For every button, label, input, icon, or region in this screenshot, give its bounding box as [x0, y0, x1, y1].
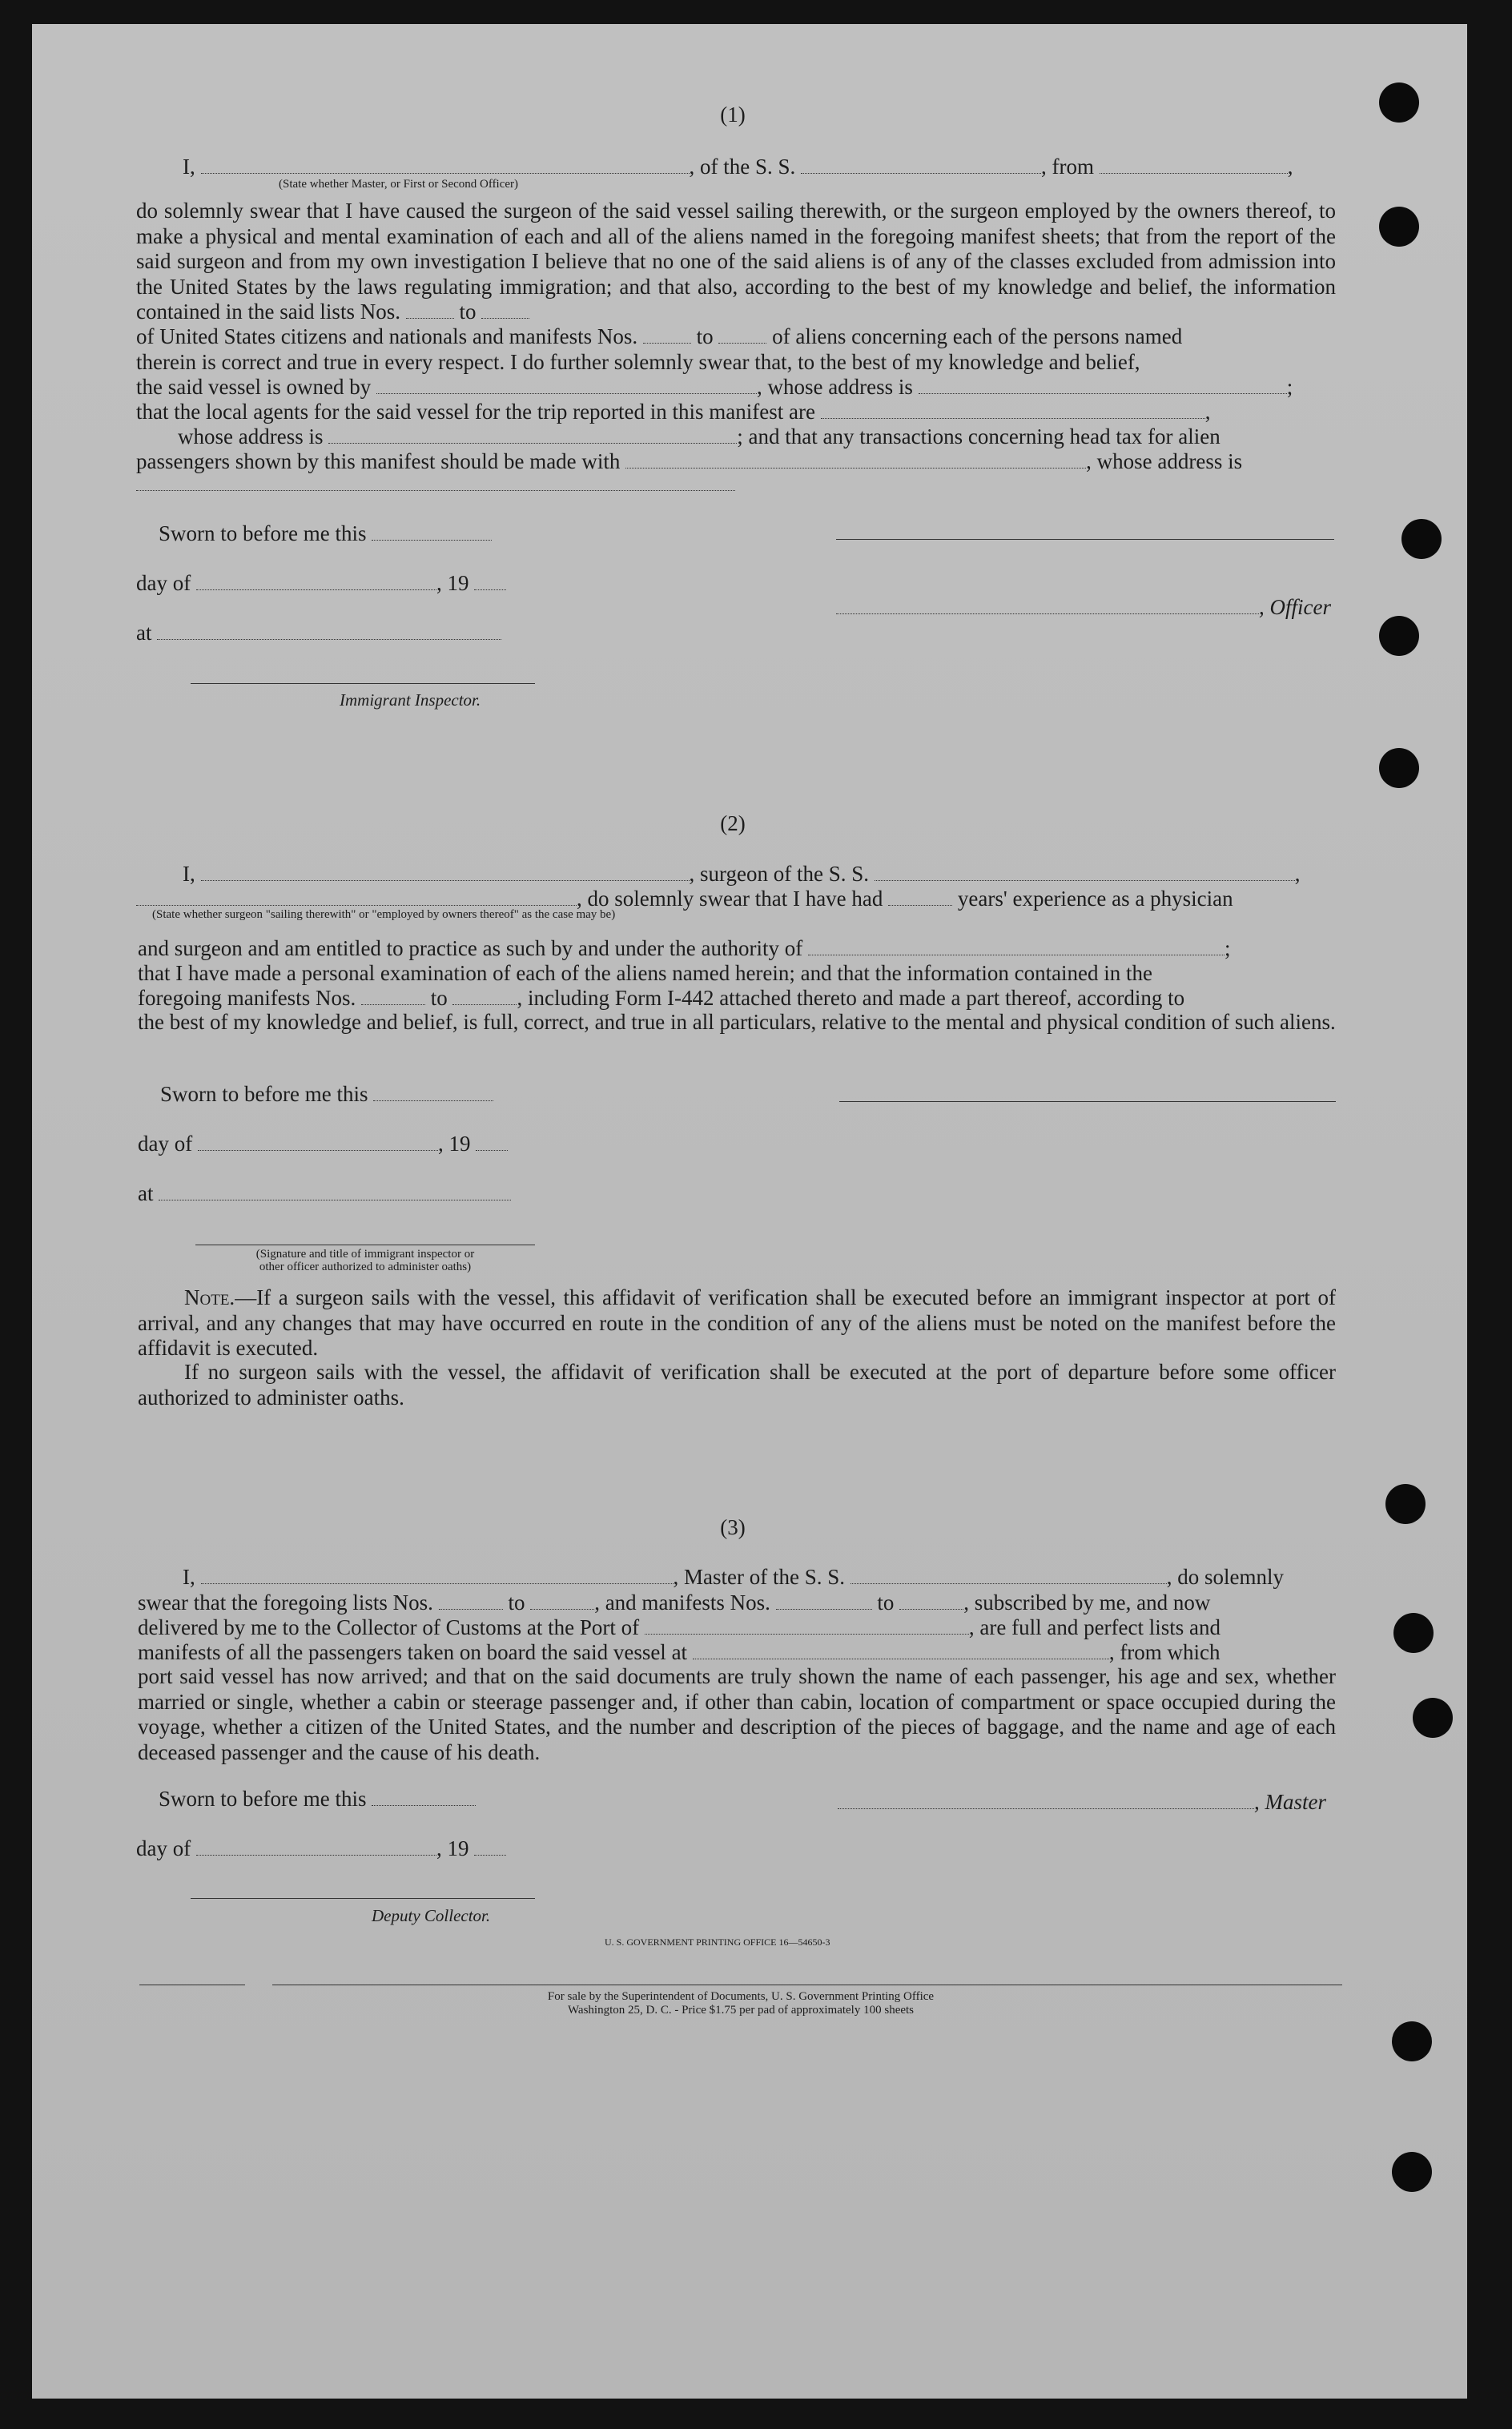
label: passengers shown by this manifest should be made with	[136, 449, 621, 473]
owner-address-field[interactable]	[919, 376, 1287, 394]
punch-hole	[1379, 616, 1419, 656]
manifests-line	[138, 1639, 1220, 1665]
section-1-opening-line	[183, 154, 1293, 179]
sworn-2	[160, 1081, 493, 1107]
label: manifests of all the passengers taken on board the said vessel at	[138, 1640, 688, 1664]
label: , Master	[1254, 1790, 1326, 1814]
label: , whose address is	[756, 375, 913, 399]
lists-from-field[interactable]	[406, 300, 454, 319]
label: of United States citizens and nationals and manifests Nos.	[136, 324, 638, 348]
section-3-number: (3)	[720, 1515, 746, 1539]
signature-caption-1: (Signature and title of immigrant inspector or	[255, 1248, 475, 1261]
label: , 19	[436, 1836, 469, 1860]
year-field[interactable]	[474, 1837, 506, 1856]
label: , Master of the S. S.	[673, 1565, 845, 1589]
sworn-date-field[interactable]	[372, 1788, 476, 1806]
label: , surgeon of the S. S.	[689, 862, 870, 886]
day-of-1	[136, 570, 506, 596]
paragraph-text: do solemnly swear that I have caused the surgeon of the said vessel sailing therewith, or the surgeon employed by the owners thereof, to make a physical and mental examination of each and all of the aliens named in the foregoing manifest sheets; that from the report of the said surgeon and from my own investigation I believe that no one of the said aliens is of any of the classes excluded from admission into the United States by the laws regulating immigration; and that also, according to the best of my knowledge and belief, the information contained in the said lists Nos.	[136, 199, 1336, 324]
surgeon-signature-line[interactable]	[839, 1101, 1336, 1102]
label: , 19	[436, 571, 469, 595]
punch-hole	[1392, 2152, 1432, 2192]
label: , from	[1041, 155, 1094, 179]
swear-lists-line	[138, 1590, 1210, 1615]
label: ,	[1287, 155, 1293, 179]
label: to	[696, 324, 714, 348]
head-tax-contact-field[interactable]	[625, 450, 1086, 469]
at-field[interactable]	[157, 621, 501, 640]
label: , do solemnly	[1166, 1565, 1284, 1589]
label: the said vessel is owned by	[136, 375, 372, 399]
surgeon-caption: (State whether surgeon "sailing therewith" or "employed by owners thereof" as the case may be)	[152, 908, 616, 921]
month-field[interactable]	[198, 1132, 438, 1151]
owner-field[interactable]	[376, 376, 757, 394]
section-1-paragraph	[136, 199, 1336, 325]
sworn-date-field[interactable]	[372, 522, 492, 541]
officer-caption: (State whether Master, or First or Second Officer)	[279, 178, 519, 191]
officer-name-field[interactable]	[201, 155, 690, 174]
label: , whose address is	[1086, 449, 1243, 473]
agents-field[interactable]	[821, 400, 1205, 419]
label: to	[508, 1591, 525, 1615]
label: ;	[1286, 375, 1293, 399]
head-tax-address-line[interactable]	[136, 490, 735, 491]
sworn-date-field[interactable]	[373, 1083, 493, 1101]
collector-signature-line[interactable]	[191, 1898, 535, 1899]
note-paragraph	[138, 1285, 1336, 1361]
punch-hole	[1393, 1613, 1434, 1653]
manifests-from-field[interactable]	[361, 987, 425, 1005]
year-field[interactable]	[474, 572, 506, 590]
vessel-name-field[interactable]	[801, 155, 1041, 174]
master-name-field[interactable]	[201, 1566, 674, 1584]
note-text: —If a surgeon sails with the vessel, this affidavit of verification shall be executed before an immigrant inspector at port of arrival, and any changes that may have occurred en route in the condition of any of the aliens must be noted on the manifest before the affidavit is executed.	[138, 1285, 1336, 1360]
lists-to-field[interactable]	[481, 300, 529, 319]
delivered-line	[138, 1615, 1220, 1640]
label: , of the S. S.	[689, 155, 796, 179]
from-port-field[interactable]	[1100, 155, 1288, 174]
label: at	[136, 621, 152, 645]
officer-title	[836, 594, 1331, 620]
label: foregoing manifests Nos.	[138, 986, 356, 1010]
label: ,	[1294, 862, 1301, 886]
manifests-to-field[interactable]	[718, 325, 766, 344]
at-field[interactable]	[159, 1182, 511, 1200]
label: and surgeon and am entitled to practice as such by and under the authority of	[138, 936, 803, 960]
label: , 19	[437, 1132, 471, 1156]
master-signature	[838, 1789, 1326, 1815]
label: ,	[1204, 400, 1211, 424]
owner-line	[136, 374, 1293, 400]
manifests-from-field[interactable]	[643, 325, 691, 344]
master-signature-field[interactable]	[838, 1791, 1254, 1809]
punch-hole	[1401, 519, 1442, 559]
officer-title-field[interactable]	[836, 596, 1259, 614]
punch-hole	[1379, 207, 1419, 247]
label: , and manifests Nos.	[594, 1591, 770, 1615]
manifests-line	[136, 324, 1182, 349]
sale-note-1: For sale by the Superintendent of Documents, U. S. Government Printing Office	[547, 1990, 935, 2003]
note-paragraph-2: If no surgeon sails with the vessel, the affidavit of verification shall be executed at the port of departure before some officer authorized to administer oaths.	[138, 1360, 1336, 1410]
note-label: Note.	[184, 1285, 235, 1309]
label: day of	[136, 571, 191, 595]
label: , including Form I-442 attached thereto and made a part thereof, according to	[517, 986, 1185, 1010]
label: , are full and perfect lists and	[968, 1615, 1221, 1639]
label: I,	[183, 155, 195, 179]
label: Sworn to before me this	[160, 1082, 368, 1106]
head-tax-line	[136, 448, 1242, 474]
years-experience-field[interactable]	[888, 887, 952, 906]
label: of aliens concerning each of the persons named	[772, 324, 1183, 348]
label: swear that the foregoing lists Nos.	[138, 1591, 433, 1615]
collector-caption: Deputy Collector.	[372, 1906, 491, 1925]
section-2-opening-line	[183, 861, 1301, 887]
label: to	[430, 986, 448, 1010]
label: , subscribed by me, and now	[963, 1591, 1211, 1615]
surgeon-name-field[interactable]	[201, 863, 690, 881]
label: at	[138, 1181, 154, 1205]
label: to	[459, 300, 477, 324]
foregoing-line	[138, 985, 1184, 1011]
label: whose address is	[178, 424, 324, 448]
label: , from which	[1108, 1640, 1220, 1664]
section-3-opening-line	[183, 1564, 1284, 1590]
label: delivered by me to the Collector of Customs at the Port of	[138, 1615, 640, 1639]
label: Sworn to before me this	[159, 1787, 367, 1811]
punch-hole	[1413, 1698, 1453, 1738]
section-3-body: port said vessel has now arrived; and that on the said documents are truly shown the name of each passenger, his age and sex, whether married or single, whether a cabin or steerage passenger and, if other than cabin, location of compartment or space occupied during the voyage, whether a citizen of the United States, and the number and description of the pieces of baggage, and the name and age of each deceased passenger and the cause of his death.	[138, 1664, 1336, 1764]
section-2-number: (2)	[720, 811, 746, 835]
boarding-port-field[interactable]	[693, 1641, 1109, 1659]
label: , do solemnly swear that I have had	[577, 887, 883, 911]
lists-from-field[interactable]	[439, 1591, 503, 1610]
sworn-1	[159, 521, 492, 546]
master-vessel-field[interactable]	[850, 1566, 1167, 1584]
label: I,	[183, 862, 195, 886]
agents-address-field[interactable]	[328, 425, 737, 444]
label: to	[877, 1591, 895, 1615]
signature-caption-2: other officer authorized to administer oaths)	[259, 1261, 472, 1273]
officer-signature-line[interactable]	[836, 539, 1334, 540]
day-of-3	[136, 1836, 506, 1861]
sworn-3	[159, 1786, 476, 1812]
label: day of	[136, 1836, 191, 1860]
month-field[interactable]	[196, 1837, 436, 1856]
sale-note-2: Washington 25, D. C. - Price $1.75 per pad of approximately 100 sheets	[567, 2004, 915, 2017]
examination-line: that I have made a personal examination of each of the aliens named herein; and that the information contained in the	[138, 961, 1153, 985]
agents-address-line	[178, 424, 1220, 449]
swear-line: therein is correct and true in every respect. I do further solemnly swear that, to the best of my knowledge and belief,	[136, 350, 1140, 374]
year-field[interactable]	[476, 1132, 508, 1151]
inspector-caption: Immigrant Inspector.	[340, 690, 481, 710]
label: ; and that any transactions concerning head tax for alien	[737, 424, 1220, 448]
inspector-signature-line[interactable]	[191, 683, 535, 684]
label: Sworn to before me this	[159, 521, 367, 545]
label: ;	[1224, 936, 1231, 960]
day-of-2	[138, 1131, 508, 1156]
label: I,	[183, 1565, 195, 1589]
manifests-from-field[interactable]	[776, 1591, 872, 1610]
label: years' experience as a physician	[957, 887, 1233, 911]
month-field[interactable]	[196, 572, 436, 590]
authority-field[interactable]	[808, 937, 1224, 955]
belief-paragraph: the best of my knowledge and belief, is full, correct, and true in all particulars, relative to the mental and physical condition of such aliens.	[138, 1010, 1336, 1034]
surgeon-type-field[interactable]	[136, 887, 577, 906]
manifests-to-field[interactable]	[452, 987, 517, 1005]
manifests-to-field[interactable]	[899, 1591, 963, 1610]
section-1-number: (1)	[720, 103, 746, 127]
port-field[interactable]	[645, 1616, 969, 1635]
label: , Officer	[1259, 595, 1331, 619]
at-2	[138, 1180, 511, 1206]
printing-office-mark: U. S. GOVERNMENT PRINTING OFFICE 16—54650-3	[605, 1936, 830, 1948]
surgeon-vessel-field[interactable]	[875, 863, 1295, 881]
label: that the local agents for the said vessel for the trip reported in this manifest are	[136, 400, 815, 424]
agents-line	[136, 399, 1210, 424]
punch-hole	[1379, 748, 1419, 788]
at-1	[136, 620, 501, 645]
authority-line	[138, 935, 1231, 961]
label: day of	[138, 1132, 193, 1156]
punch-hole	[1392, 2021, 1432, 2061]
lists-to-field[interactable]	[530, 1591, 594, 1610]
